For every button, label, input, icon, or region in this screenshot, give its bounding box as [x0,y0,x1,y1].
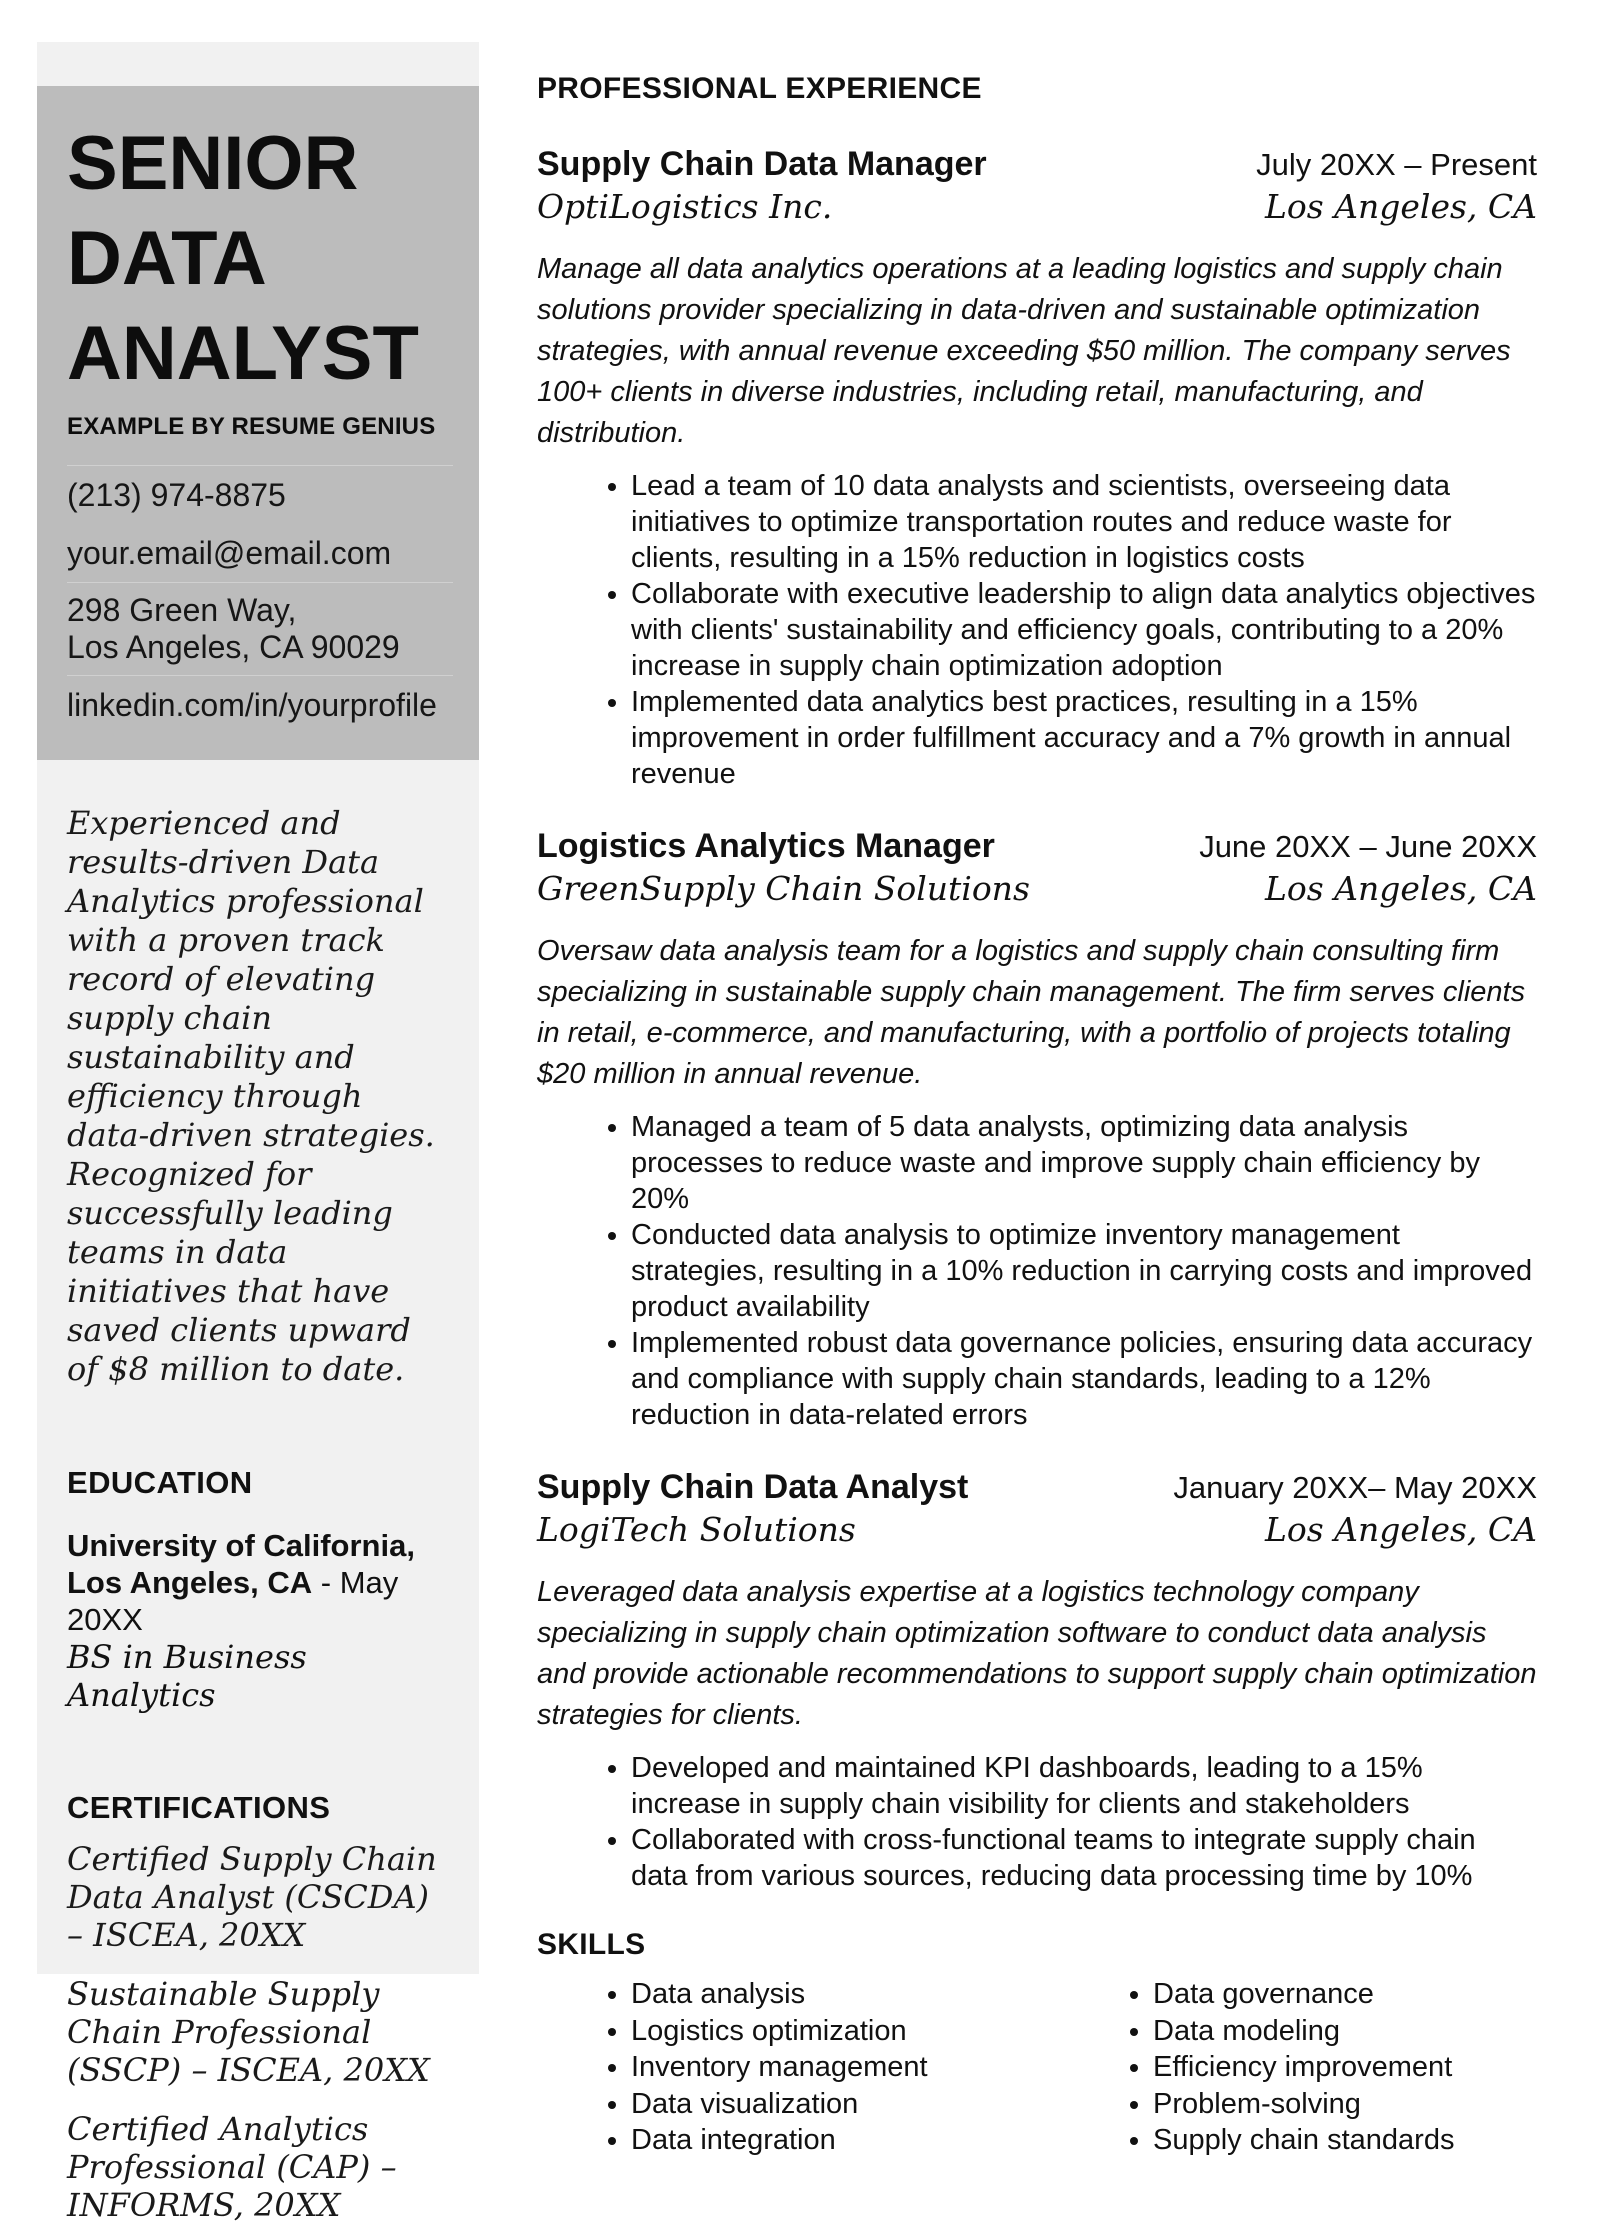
education-degree: BS in Business Analytics [67,1638,307,1714]
job-bullet: • Collaborate with executive leadership to align data analytics objectives with clients' sustainability and efficiency goals, contributing to a 20% increase in supply chain optimization adoption [631,576,1537,684]
education-section [37,1465,479,1714]
skills-column-1 [537,1968,1059,2159]
certifications-section [37,1790,479,2224]
skill-item: • Logistics optimization [631,2013,1059,2050]
skill-item: • Problem-solving [1153,2086,1537,2123]
job-header [537,826,1537,867]
job-bullet-list [537,1109,1537,1433]
job-description: Oversaw data analysis team for a logistics and supply chain consulting firm specializing in sustainable supply chain management. The firm serves clients in retail, e-commerce, and manufacturing, with a portfolio of projects totaling $20 million in annual revenue. [537,935,1526,1090]
skill-item: • Inventory management [631,2049,1059,2086]
certification-item: Certified Supply Chain Data Analyst (CSCDA) – ISCEA, 20XX [67,1840,437,1954]
skill-list [537,1976,1059,2159]
job-location: Los Angeles, CA [1264,187,1537,226]
job-dates: June 20XX – June 20XX [1199,829,1537,864]
skill-item: • Efficiency improvement [1153,2049,1537,2086]
skill-item: • Data governance [1153,1976,1537,2013]
certification-item: Sustainable Supply Chain Professional (SSCP) – ISCEA, 20XX [67,1975,430,2089]
job-bullet-list [537,468,1537,792]
job-location: Los Angeles, CA [1264,869,1537,908]
sidebar-panel [37,42,479,2224]
profile-summary: Experienced and results-driven Data Analytics professional with a proven track record of elevating supply chain sustainability and efficiency through data-driven strategies. Recognized for successfully leading teams in data initiatives that have saved clients upward of $8 million to date. [67,804,435,1388]
job-bullet: • Conducted data analysis to optimize inventory management strategies, resulting in a 10% reduction in carrying costs and improved product availability [631,1217,1537,1325]
job-subheader [537,1510,1537,1550]
job-subheader [537,869,1537,909]
job-bullet-list [537,1750,1537,1894]
job-location: Los Angeles, CA [1264,1510,1537,1549]
contact-address-line2: Los Angeles, CA 90029 [67,629,400,665]
skill-item: • Data integration [631,2122,1059,2159]
contact-address [67,583,453,675]
job-bullet: • Developed and maintained KPI dashboards, leading to a 15% increase in supply chain visibility for clients and stakeholders [631,1750,1537,1822]
job-bullet: • Lead a team of 10 data analysts and scientists, overseeing data initiatives to optimize transportation routes and reduce waste for clients, resulting in a 15% reduction in logistics costs [631,468,1537,576]
job-header [537,1467,1537,1508]
skill-item: • Data modeling [1153,2013,1537,2050]
job-entry [537,144,1537,792]
resume-name-title: SENIOR DATA ANALYST [67,121,419,396]
skills-section [537,1928,1537,2159]
job-entry [537,1467,1537,1894]
education-entry [67,1527,449,1714]
job-dates: July 20XX – Present [1256,147,1537,182]
job-entry [537,826,1537,1433]
contact-linkedin: linkedin.com/in/yourprofile [67,687,437,723]
contact-address-line1: 298 Green Way, [67,592,297,628]
job-bullet: • Implemented data analytics best practices, resulting in a 15% improvement in order fulfillment accuracy and a 7% growth in annual revenue [631,684,1537,792]
skill-item: • Supply chain standards [1153,2122,1537,2159]
education-heading: EDUCATION [67,1465,253,1500]
job-dates: January 20XX– May 20XX [1173,1470,1537,1505]
experience-heading: PROFESSIONAL EXPERIENCE [537,72,982,105]
contact-phone: (213) 974-8875 [67,477,286,513]
job-subheader [537,187,1537,227]
job-bullet: • Collaborated with cross-functional teams to integrate supply chain data from various sources, reducing data processing time by 10% [631,1822,1537,1894]
contact-email: your.email@email.com [67,535,392,571]
skill-list [1059,1976,1537,2159]
certification-item: Certified Analytics Professional (CAP) – INFORMS, 20XX [67,2110,397,2224]
certifications-list [67,1840,449,2224]
job-bullet: • Implemented robust data governance policies, ensuring data accuracy and compliance with supply chain standards, leading to a 12% reduction in data-related errors [631,1325,1537,1433]
skills-heading: SKILLS [537,1928,646,1961]
skills-column-2 [1059,1968,1537,2159]
resume-tagline: EXAMPLE BY RESUME GENIUS [67,413,436,440]
job-bullet: • Managed a team of 5 data analysts, optimizing data analysis processes to reduce waste and improve supply chain efficiency by 20% [631,1109,1537,1217]
education-date: - May 20XX [67,1565,399,1637]
certifications-heading: CERTIFICATIONS [67,1790,331,1825]
job-title: Supply Chain Data Analyst [537,1468,969,1506]
education-school: University of California, Los Angeles, CA [67,1528,415,1600]
job-company: OptiLogistics Inc. [537,187,833,226]
main-column [537,72,1537,2159]
job-header [537,144,1537,185]
job-title: Supply Chain Data Manager [537,145,987,183]
skill-item: • Data visualization [631,2086,1059,2123]
job-company: LogiTech Solutions [537,1510,856,1549]
skill-item: • Data analysis [631,1976,1059,2013]
job-description: Manage all data analytics operations at a leading logistics and supply chain solutions provider specializing in data-driven and sustainable optimization strategies, with annual revenue exceeding $50 million. The company serves 100+ clients in diverse industries, including retail, manufacturing, and distribution. [537,253,1511,449]
name-card [37,86,479,760]
job-description: Leveraged data analysis expertise at a logistics technology company specializing in supply chain optimization software to conduct data analysis and provide actionable recommendations to support supply chain optimization strategies for clients. [537,1576,1537,1731]
contact-block [67,465,453,734]
job-title: Logistics Analytics Manager [537,827,995,865]
skills-columns [537,1968,1537,2159]
job-company: GreenSupply Chain Solutions [537,869,1030,908]
